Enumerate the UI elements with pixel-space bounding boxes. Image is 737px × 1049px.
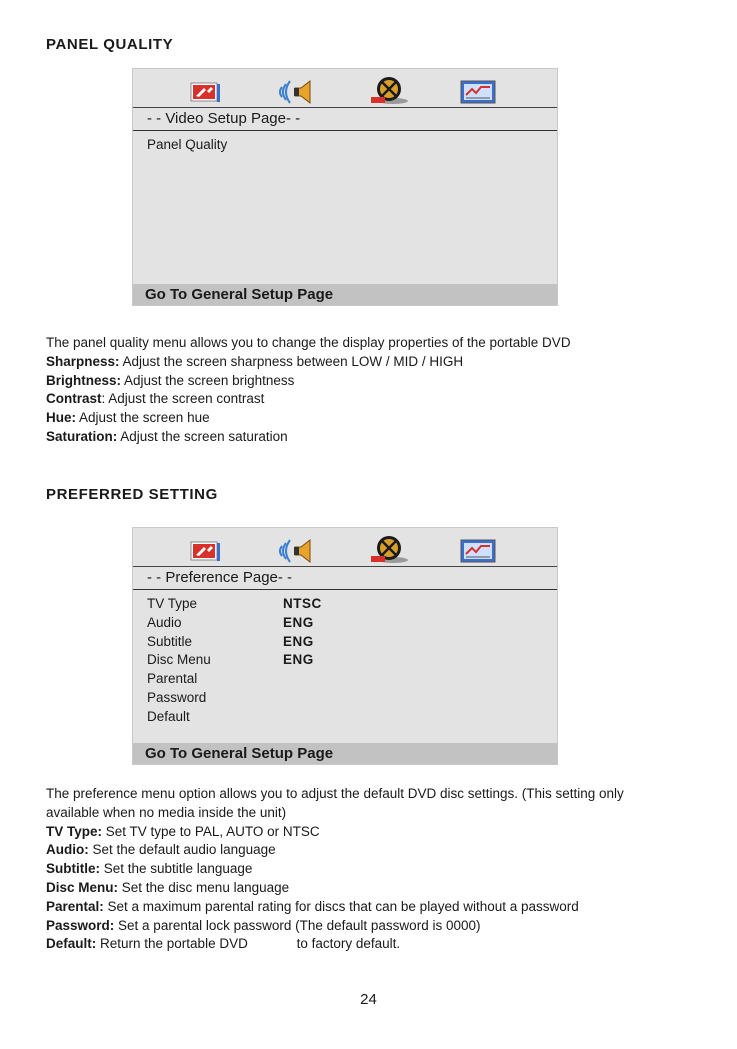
osd-page-title: - - Preference Page- - (133, 566, 557, 590)
menu-item-label: TV Type (147, 596, 198, 611)
intro-text: The panel quality menu allows you to change the display properties of the portable DVD (46, 335, 571, 350)
menu-item-audio[interactable] (147, 614, 314, 633)
general-setup-icon[interactable] (189, 534, 233, 564)
video-setup-osd (132, 68, 558, 306)
menu-item-label: Password (147, 689, 207, 705)
menu-item-label: Default (147, 708, 190, 724)
audio-setup-icon[interactable] (277, 534, 321, 564)
setup-icon-bar (133, 69, 557, 107)
definition-hue: Hue: Adjust the screen hue (46, 410, 210, 426)
panel-quality-description (46, 334, 686, 447)
intro-text-line-2: available when no media inside the unit) (46, 804, 287, 820)
menu-item-password[interactable] (147, 689, 211, 708)
menu-item-label: Panel Quality (147, 137, 228, 152)
menu-item-tv-type[interactable] (147, 595, 322, 614)
video-setup-icon[interactable] (367, 75, 411, 105)
preference-setup-icon[interactable] (457, 534, 501, 564)
audio-setup-icon[interactable] (277, 75, 321, 105)
definition-saturation: Saturation: Adjust the screen saturation (46, 428, 288, 444)
go-to-general-setup-button[interactable]: Go To General Setup Page (133, 284, 557, 305)
menu-item-subtitle[interactable] (147, 633, 314, 652)
menu-item-panel-quality[interactable] (147, 136, 227, 155)
menu-item-value: ENG (283, 614, 314, 630)
video-setup-icon[interactable] (367, 534, 411, 564)
menu-item-parental[interactable] (147, 670, 211, 689)
osd-page-title: - - Video Setup Page- - (133, 107, 557, 131)
menu-item-value: NTSC (283, 596, 322, 611)
definition-sharpness: Sharpness: Adjust the screen sharpness between LOW / MID / HIGH (46, 353, 464, 369)
definition-password: Password: Set a parental lock password (The default password is 0000) (46, 917, 481, 933)
menu-item-label: Parental (147, 671, 198, 687)
setup-icon-bar (133, 528, 557, 566)
osd-menu (147, 136, 227, 155)
definition-audio: Audio: Set the default audio language (46, 842, 276, 858)
definition-default: Default: Return the portable DVD to factory default. (46, 936, 401, 952)
osd-menu (147, 595, 322, 727)
page-number: 24 (360, 991, 377, 1008)
definition-contrast: Contrast: Adjust the screen contrast (46, 391, 265, 407)
intro-text-line-1: The preference menu option allows you to adjust the default DVD disc settings. (This setting only (46, 786, 624, 801)
menu-item-value: ENG (283, 652, 314, 668)
preference-setup-icon[interactable] (457, 75, 501, 105)
definition-disc-menu: Disc Menu: Set the disc menu language (46, 879, 290, 895)
menu-item-label: Audio (147, 614, 182, 630)
definition-brightness: Brightness: Adjust the screen brightness (46, 372, 295, 388)
section-heading-panel-quality: PANEL QUALITY (46, 36, 174, 53)
definition-tv-type: TV Type: Set TV type to PAL, AUTO or NTSC (46, 823, 320, 839)
definition-subtitle: Subtitle: Set the subtitle language (46, 861, 253, 877)
definition-parental: Parental: Set a maximum parental rating for discs that can be played without a password (46, 898, 579, 914)
menu-item-default[interactable] (147, 708, 211, 727)
general-setup-icon[interactable] (189, 75, 233, 105)
preference-setup-osd (132, 527, 558, 765)
preferred-setting-description (46, 785, 686, 954)
menu-item-label: Disc Menu (147, 652, 211, 668)
go-to-general-setup-button[interactable]: Go To General Setup Page (133, 743, 557, 764)
section-heading-preferred-setting: PREFERRED SETTING (46, 486, 218, 503)
menu-item-disc-menu[interactable] (147, 651, 314, 670)
menu-item-value: ENG (283, 633, 314, 649)
menu-item-label: Subtitle (147, 633, 193, 649)
